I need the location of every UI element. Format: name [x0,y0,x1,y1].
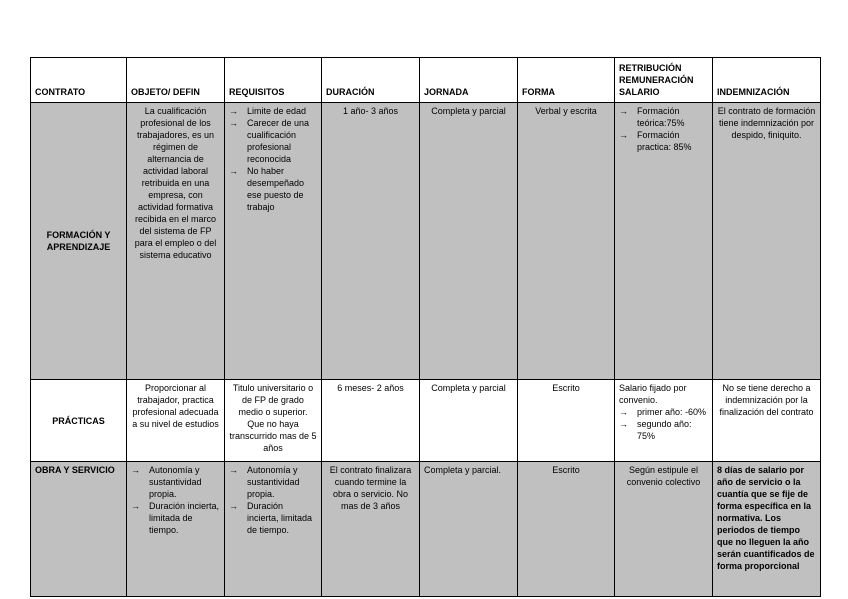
table-row-formacion [31,103,821,380]
list-item [229,117,317,165]
header-forma: FORMA [518,58,615,103]
duracion-obra: El contrato finalizara cuando termine la obra o servicio. No mas de 3 años [322,462,420,597]
list-item-text: Duración incierta, limitada de tiempo. [247,501,313,535]
list-item-text: primer año: -60% [637,407,707,417]
indemnizacion-formacion: El contrato de formación tiene indemnización por despido, finiquito. [713,103,821,380]
header-indemnizacion: INDEMNIZACIÓN [713,58,821,103]
list-item [229,105,317,117]
arrow-icon: → [229,118,238,128]
table-row-practicas [31,380,821,462]
header-jornada: JORNADA [420,58,518,103]
header-duracion: DURACIÓN [322,58,420,103]
list-item [619,105,708,129]
list-item [131,464,220,500]
arrow-icon: → [229,166,238,176]
indemnizacion-practicas: No se tiene derecho a indemnización por la finalización del contrato [713,380,821,462]
forma-formacion: Verbal y escrita [518,103,615,380]
list-item [229,500,317,536]
header-objeto: OBJETO/ DEFIN [127,58,225,103]
retribucion-intro: Salario fijado por convenio. [619,383,687,405]
contrato-obra: OBRA Y SERVICIO [31,462,127,597]
requisitos-obra [225,462,322,597]
arrow-icon: → [131,465,140,475]
forma-practicas: Escrito [518,380,615,462]
header-retribucion: RETRIBUCIÓN REMUNERACIÓN SALARIO [615,58,713,103]
duracion-formacion: 1 año- 3 años [322,103,420,380]
list-item-text: Autonomía y sustantividad propia. [149,465,202,499]
arrow-icon: → [619,407,628,417]
retribucion-formacion [615,103,713,380]
header-contrato: CONTRATO [31,58,127,103]
arrow-icon: → [229,465,238,475]
list-item-text: Formación practica: 85% [637,130,692,152]
requisitos-practicas: Titulo universitario o de FP de grado medio o superior. Que no haya transcurrido mas de 5 años [225,380,322,462]
arrow-icon: → [229,106,238,116]
table-header-row [31,58,821,103]
list-item-text: Formación teórica:75% [637,106,685,128]
list-item [619,129,708,153]
jornada-formacion: Completa y parcial [420,103,518,380]
retribucion-obra: Según estipule el convenio colectivo [615,462,713,597]
contracts-table [30,57,821,597]
table-row-obra [31,462,821,597]
list-item [229,464,317,500]
list-item-text: Autonomía y sustantividad propia. [247,465,300,499]
contrato-formacion: FORMACIÓN Y APRENDIZAJE [31,103,127,380]
arrow-icon: → [229,501,238,511]
list-item [131,500,220,536]
objeto-formacion: La cualificación profesional de los trabajadores, es un régimen de alternancia de actividad laboral retribuida en una empresa, con actividad formativa recibida en el marco del sistema de FP para el empleo o del sistema educativo [127,103,225,380]
retribucion-practicas [615,380,713,462]
list-item [619,418,708,442]
forma-obra: Escrito [518,462,615,597]
contrato-practicas: PRÁCTICAS [31,380,127,462]
arrow-icon: → [619,419,628,429]
jornada-practicas: Completa y parcial [420,380,518,462]
indemnizacion-obra: 8 días de salario por año de servicio o la cuantía que se fije de forma específica en la normativa. Los periodos de tiempo que no lleguen la año serán cuantificados de forma proporcional [713,462,821,597]
arrow-icon: → [619,106,628,116]
list-item-text: Limite de edad [247,106,307,116]
objeto-obra [127,462,225,597]
duracion-practicas: 6 meses- 2 años [322,380,420,462]
arrow-icon: → [619,130,628,140]
list-item-text: Carecer de una cualificación profesional reconocida [247,118,310,164]
list-item [229,165,317,213]
jornada-obra: Completa y parcial. [420,462,518,597]
list-item-text: No haber desempeñado ese puesto de trabajo [247,166,305,212]
arrow-icon: → [131,501,140,511]
requisitos-formacion [225,103,322,380]
list-item-text: segundo año: 75% [637,419,692,441]
objeto-practicas: Proporcionar al trabajador, practica profesional adecuada a su nivel de estudios [127,380,225,462]
header-requisitos: REQUISITOS [225,58,322,103]
list-item-text: Duración incierta, limitada de tiempo. [149,501,220,535]
list-item [619,406,708,418]
